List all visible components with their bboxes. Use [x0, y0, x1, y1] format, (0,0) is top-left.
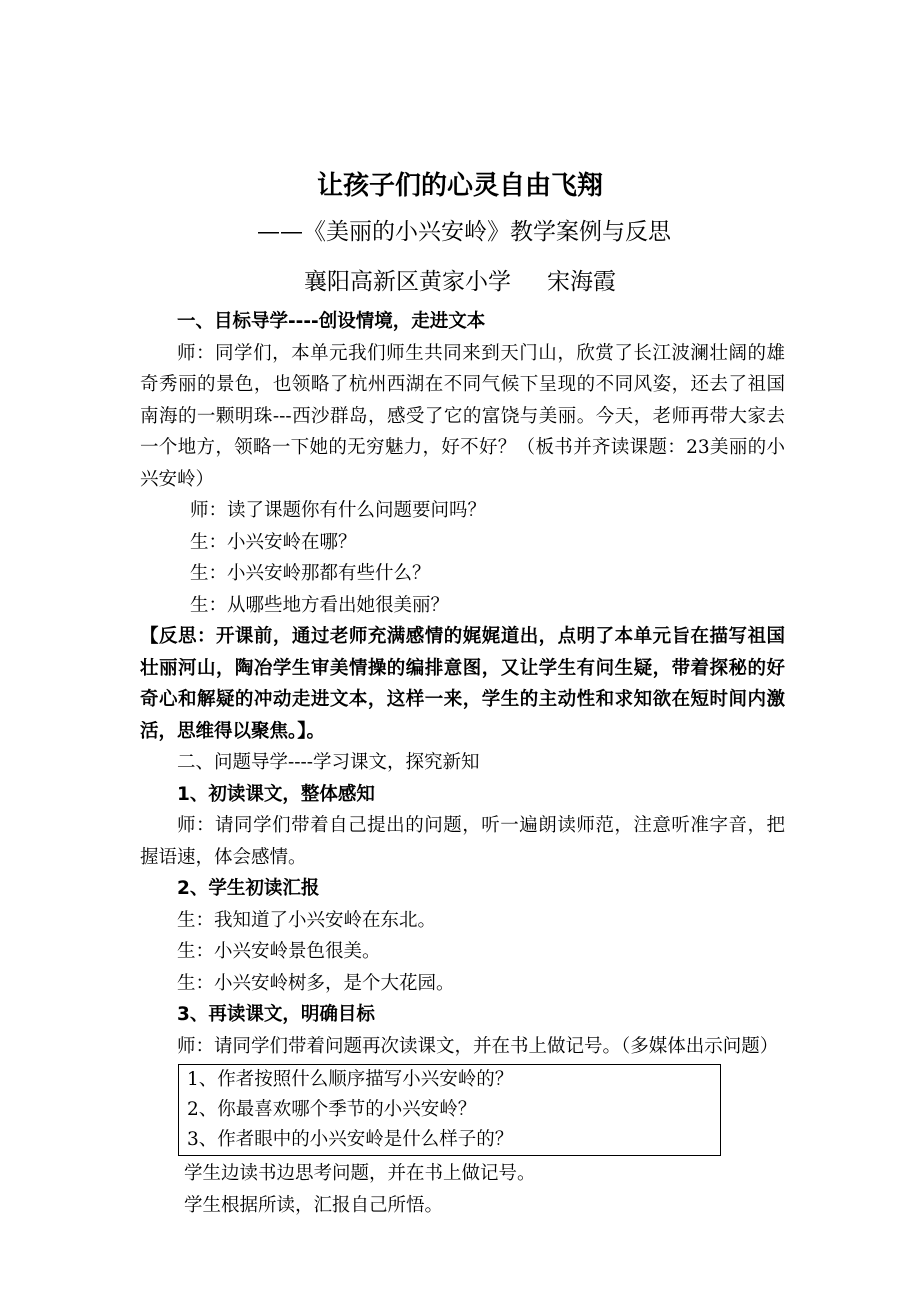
question-item: 3、作者眼中的小兴安岭是什么样子的？ [187, 1129, 514, 1150]
document-title: 让孩子们的心灵自由飞翔 [316, 171, 603, 201]
section1-heading: 一、目标导学----创设情境，走进文本 [177, 311, 486, 332]
dialogue-line: 生：从哪些地方看出她很美丽？ [190, 594, 450, 616]
sub2-heading: 2、学生初读汇报 [177, 878, 320, 899]
sub2-line: 生：小兴安岭树多，是个大花园。 [177, 972, 455, 994]
sub3-text: 师：请同学们带着问题再次读课文，并在书上做记号。（多媒体出示问题） [177, 1035, 779, 1057]
dialogue-line: 师：读了课题你有什么问题要问吗？ [190, 500, 487, 521]
document-body [140, 306, 785, 1221]
dialogue-line: 生：小兴安岭那都有些什么？ [190, 563, 431, 584]
sub3-heading: 3、再读课文，明确目标 [177, 1004, 375, 1025]
section1-reflection: 【反思：开课前，通过老师充满感情的娓娓道出，点明了本单元旨在描写祖国壮丽河山，陶冶学生审美情操的编排意图，又让学生有问生疑，带着探秘的好奇心和解疑的冲动走进文本，这样一来，学生的主动性和求知欲在短时间内激活，思维得以聚焦。】。 [140, 626, 785, 742]
sub2-line: 生：我知道了小兴安岭在东北。 [177, 909, 437, 931]
question-item: 1、作者按照什么顺序描写小兴安岭的？ [187, 1069, 514, 1090]
after-box-line: 学生边读书边思考问题，并在书上做记号。 [184, 1163, 536, 1184]
document-subtitle: ——《美丽的小兴安岭》教学案例与反思 [257, 219, 671, 245]
questions-box [178, 1064, 721, 1156]
dialogue-line: 生：小兴安岭在哪？ [190, 531, 357, 553]
sub2-line: 生：小兴安岭景色很美。 [177, 941, 381, 962]
author-name: 宋海霞 [547, 269, 616, 295]
question-item: 2、你最喜欢哪个季节的小兴安岭？ [187, 1099, 477, 1120]
author-school: 襄阳高新区黄家小学 [304, 269, 511, 295]
sub1-text: 师：请同学们带着自己提出的问题，听一遍朗读师范，注意听准字音，把握语速，体会感情。 [140, 815, 785, 868]
sub1-heading: 1、初读课文，整体感知 [177, 783, 375, 805]
after-box-line: 学生根据所读，汇报自己所悟。 [184, 1194, 444, 1216]
section2-heading: 二、问题导学----学习课文，探究新知 [177, 752, 480, 773]
author-line [0, 262, 920, 302]
section1-teacher-intro: 师：同学们，本单元我们师生共同来到天门山，欣赏了长江波澜壮阔的雄奇秀丽的景色，也领略了杭州西湖在不同气候下呈现的不同风姿，还去了祖国南海的一颗明珠---西沙群岛，感受了它的富饶与美丽。今天，老师再带大家去一个地方，领略一下她的无穷魅力，好不好？（板书并齐读课题：23美丽的小兴安岭） [140, 342, 785, 490]
